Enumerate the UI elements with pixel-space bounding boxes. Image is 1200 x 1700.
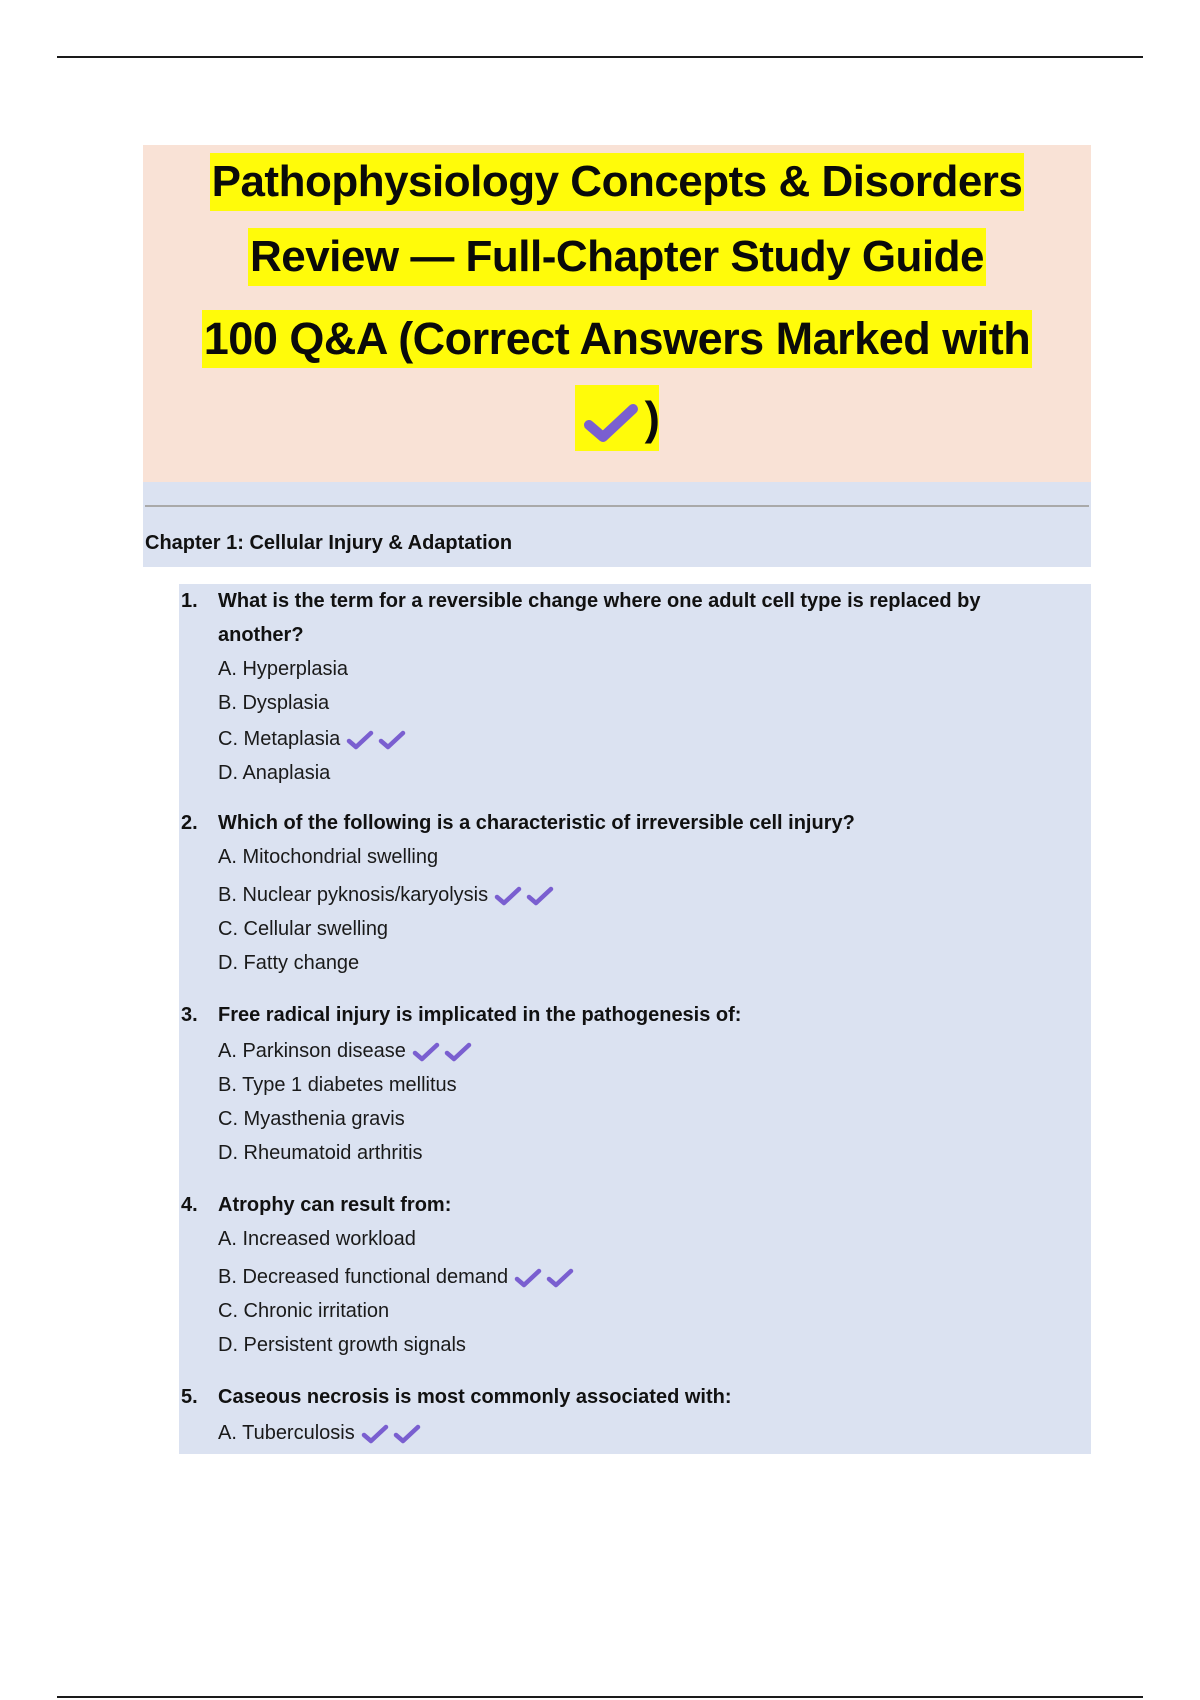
checkmark-icon — [393, 1424, 421, 1444]
checkmark-icon — [581, 400, 641, 444]
top-page-rule — [57, 56, 1143, 58]
checkmark-icon — [361, 1424, 389, 1444]
question-text: Atrophy can result from: — [218, 1194, 452, 1216]
option-b-correct: B. Decreased functional demand — [218, 1260, 574, 1294]
title-banner — [143, 145, 1091, 482]
question-number: 4. — [181, 1194, 198, 1216]
option-b: B. Type 1 diabetes mellitus — [218, 1074, 457, 1096]
option-b: B. Dysplasia — [218, 692, 330, 714]
question-number: 1. — [181, 590, 198, 612]
option-d: D. Anaplasia — [218, 762, 331, 784]
question-number: 3. — [181, 1004, 198, 1026]
option-c: C. Cellular swelling — [218, 918, 389, 940]
checkmark-icon — [514, 1268, 542, 1288]
title-line-4-paren: ) — [644, 392, 660, 444]
question-text: What is the term for a reversible change where one adult cell type is replaced by another? — [218, 590, 981, 646]
option-d: D. Rheumatoid arthritis — [218, 1142, 423, 1164]
option-b-correct: B. Nuclear pyknosis/karyolysis — [218, 878, 554, 912]
option-a-correct: A. Tuberculosis — [218, 1416, 421, 1450]
question-number: 2. — [181, 812, 198, 834]
title-line-2: Review — Full-Chapter Study Guide — [248, 228, 986, 286]
option-c: C. Chronic irritation — [218, 1300, 390, 1322]
option-a: A. Increased workload — [218, 1228, 416, 1250]
checkmark-icon — [444, 1042, 472, 1062]
title-line-1: Pathophysiology Concepts & Disorders — [210, 153, 1025, 211]
chapter-header — [143, 482, 1091, 567]
option-c: C. Myasthenia gravis — [218, 1108, 405, 1130]
question-number: 5. — [181, 1386, 198, 1408]
option-d: D. Fatty change — [218, 952, 360, 974]
questions-section — [179, 584, 1091, 1454]
chapter-divider — [145, 505, 1089, 507]
title-line-3: 100 Q&A (Correct Answers Marked with — [202, 310, 1032, 368]
option-d: D. Persistent growth signals — [218, 1334, 466, 1356]
chapter-heading: Chapter 1: Cellular Injury & Adaptation — [145, 532, 513, 554]
question-text: Free radical injury is implicated in the pathogenesis of: — [218, 1004, 742, 1026]
checkmark-icon — [494, 886, 522, 906]
option-a-correct: A. Parkinson disease — [218, 1034, 472, 1068]
checkmark-icon — [412, 1042, 440, 1062]
checkmark-icon — [378, 730, 406, 750]
checkmark-icon — [526, 886, 554, 906]
question-text: Caseous necrosis is most commonly associated with: — [218, 1386, 732, 1408]
title-line-4 — [575, 385, 660, 451]
option-a: A. Mitochondrial swelling — [218, 846, 439, 868]
bottom-page-rule — [57, 1696, 1143, 1698]
checkmark-icon — [546, 1268, 574, 1288]
option-a: A. Hyperplasia — [218, 658, 349, 680]
option-c-correct: C. Metaplasia — [218, 722, 406, 756]
checkmark-icon — [346, 730, 374, 750]
question-text: Which of the following is a characteristic of irreversible cell injury? — [218, 812, 855, 834]
